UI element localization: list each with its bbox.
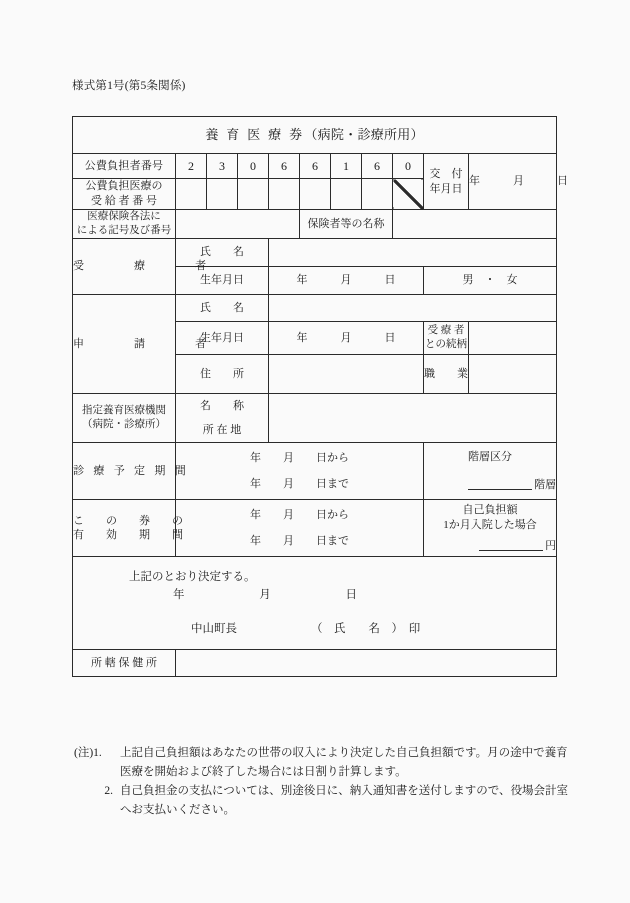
applicant-name-value[interactable] [269, 295, 557, 322]
issue-date-label-line2: 年月日 [429, 182, 463, 195]
applicant-name-row [73, 295, 557, 322]
public-payer-digit[interactable]: 6 [300, 154, 331, 179]
institution-name-label: 名 称 [200, 399, 244, 412]
beneficiary-digit[interactable] [238, 179, 269, 210]
public-payer-digit[interactable]: 1 [331, 154, 362, 179]
public-payer-digit[interactable]: 6 [269, 154, 300, 179]
beneficiary-digit-struck[interactable] [393, 179, 424, 210]
applicant-address-value[interactable] [269, 355, 424, 394]
patient-name-row [73, 239, 557, 267]
public-payer-digit[interactable]: 2 [176, 154, 207, 179]
validity-period-label [73, 500, 183, 557]
validity-period-label-line1: こ の 券 の [73, 514, 183, 527]
beneficiary-label [73, 179, 176, 210]
validity-period-to[interactable]: 年 月 日まで [250, 534, 349, 547]
public-payer-digit[interactable]: 0 [238, 154, 269, 179]
decision-statement: 上記のとおり決定する。 [129, 571, 256, 584]
beneficiary-digit[interactable] [300, 179, 331, 210]
footnote-text: 上記自己負担額はあなたの世帯の収入により決定した自己負担額です。月の途中で養育医療を開始および終了した場合には日割り計算します。 [120, 747, 568, 778]
treatment-period-dates [176, 443, 424, 500]
title-row [73, 117, 557, 154]
footnotes [74, 744, 574, 820]
institution-location-label: 所 在 地 [202, 423, 242, 436]
footnote-item [74, 744, 574, 781]
applicant-occupation-value[interactable] [469, 355, 557, 394]
issue-date-value[interactable]: 年 月 日 [469, 154, 557, 210]
validity-period-label-line2: 有 効 期 間 [73, 529, 183, 542]
treatment-period-to[interactable]: 年 月 日まで [250, 477, 349, 490]
institution-label-stack [176, 394, 268, 442]
decision-row [73, 557, 557, 650]
patient-sex-value[interactable]: 男 ・ 女 [424, 267, 557, 295]
footnote-marker: (注)1. [74, 747, 102, 759]
copay-label-line1: 自己負担額 [462, 504, 518, 517]
beneficiary-label-line1: 公費負担医療の [85, 180, 163, 193]
copay-label-line2: 1か月入院した場合 [443, 518, 537, 531]
insurer-name-value[interactable] [393, 210, 557, 239]
institution-value[interactable] [269, 394, 557, 443]
beneficiary-digit[interactable] [362, 179, 393, 210]
health-center-label: 所 轄 保 健 所 [73, 650, 176, 677]
issue-date-label-line1: 交 付 [429, 167, 463, 180]
applicant-occupation-label: 職 業 [424, 355, 469, 394]
applicant-birth-value[interactable]: 年 月 日 [269, 322, 424, 355]
insurance-label-line1: 医療保険各法に [87, 211, 161, 222]
health-center-row [73, 650, 557, 677]
tier-unit: 階層 [534, 478, 557, 491]
applicant-section-label: 申 請 者 [73, 295, 176, 394]
voucher-title-sub: （病院・診療所用） [304, 127, 424, 143]
beneficiary-digit[interactable] [331, 179, 362, 210]
applicant-name-label: 氏 名 [176, 295, 269, 322]
copay-value-field[interactable] [424, 539, 556, 554]
treatment-period-stack [176, 445, 423, 497]
patient-name-value[interactable] [269, 239, 557, 267]
tier-classification-cell [424, 443, 557, 500]
validity-period-stack [176, 502, 423, 554]
public-payer-digit[interactable]: 6 [362, 154, 393, 179]
institution-section-label [73, 394, 176, 443]
decision-date[interactable]: 年 月 日 [173, 589, 375, 602]
institution-labels [176, 394, 269, 443]
footnote-marker: 2. [104, 785, 113, 798]
public-payer-digit[interactable]: 0 [393, 154, 424, 179]
tier-label: 階層区分 [468, 451, 513, 463]
insurance-label-line2: による記号及び番号 [76, 225, 172, 237]
decision-seal-line[interactable]: （ 氏 名 ） 印 [311, 623, 421, 636]
voucher-title-main: 養 育 医 療 券 [205, 127, 305, 143]
applicant-birth-label: 生年月日 [176, 322, 269, 355]
validity-period-dates [176, 500, 424, 557]
treatment-period-label: 診 療 予 定 期 間 [73, 443, 176, 500]
decision-block [73, 557, 557, 650]
institution-row [73, 394, 557, 443]
insurance-label [73, 210, 176, 239]
form-number: 様式第1号(第5条関係) [72, 80, 186, 92]
validity-period-row [73, 500, 557, 557]
patient-section-label: 受 療 者 [73, 239, 176, 295]
patient-birth-label: 生年月日 [176, 267, 269, 295]
public-payer-row [73, 154, 557, 179]
copay-rule [479, 550, 543, 551]
decision-authority: 中山町長 [191, 623, 237, 636]
tier-rule [468, 489, 532, 490]
validity-period-from[interactable]: 年 月 日から [250, 508, 349, 521]
applicant-relation-value[interactable] [469, 322, 557, 355]
applicant-relation-label [424, 322, 469, 355]
treatment-period-from[interactable]: 年 月 日から [250, 451, 349, 464]
applicant-relation-label-line2: との続柄 [425, 339, 467, 351]
patient-birth-value[interactable]: 年 月 日 [269, 267, 424, 295]
footnote-text: 自己負担金の支払については、別途後日に、納入通知書を送付しますので、役場会計室へお支払いください。 [120, 785, 569, 816]
issue-date-label [424, 154, 469, 210]
beneficiary-digit[interactable] [207, 179, 238, 210]
insurance-row [73, 210, 557, 239]
copay-cell [424, 500, 557, 557]
applicant-relation-label-line1: 受 療 者 [427, 325, 465, 337]
insurance-value[interactable] [176, 210, 300, 239]
institution-section-label-line2: （病院・診療所） [82, 419, 166, 431]
public-payer-digit[interactable]: 3 [207, 154, 238, 179]
medical-voucher-table [72, 116, 568, 677]
health-center-value[interactable] [176, 650, 557, 677]
tier-value-field[interactable] [424, 478, 556, 493]
voucher-title [73, 117, 557, 154]
applicant-address-label: 住 所 [176, 355, 269, 394]
insurer-name-label: 保険者等の名称 [300, 210, 393, 239]
treatment-period-row [73, 443, 557, 500]
institution-section-label-line1: 指定養育医療機関 [82, 405, 166, 417]
beneficiary-label-line2: 受 給 者 番 号 [91, 195, 157, 207]
public-payer-label: 公費負担者番号 [73, 154, 176, 179]
beneficiary-digit[interactable] [269, 179, 300, 210]
patient-name-label: 氏 名 [176, 239, 269, 267]
copay-unit: 円 [545, 539, 557, 552]
beneficiary-digit[interactable] [176, 179, 207, 210]
footnote-item [74, 782, 574, 819]
